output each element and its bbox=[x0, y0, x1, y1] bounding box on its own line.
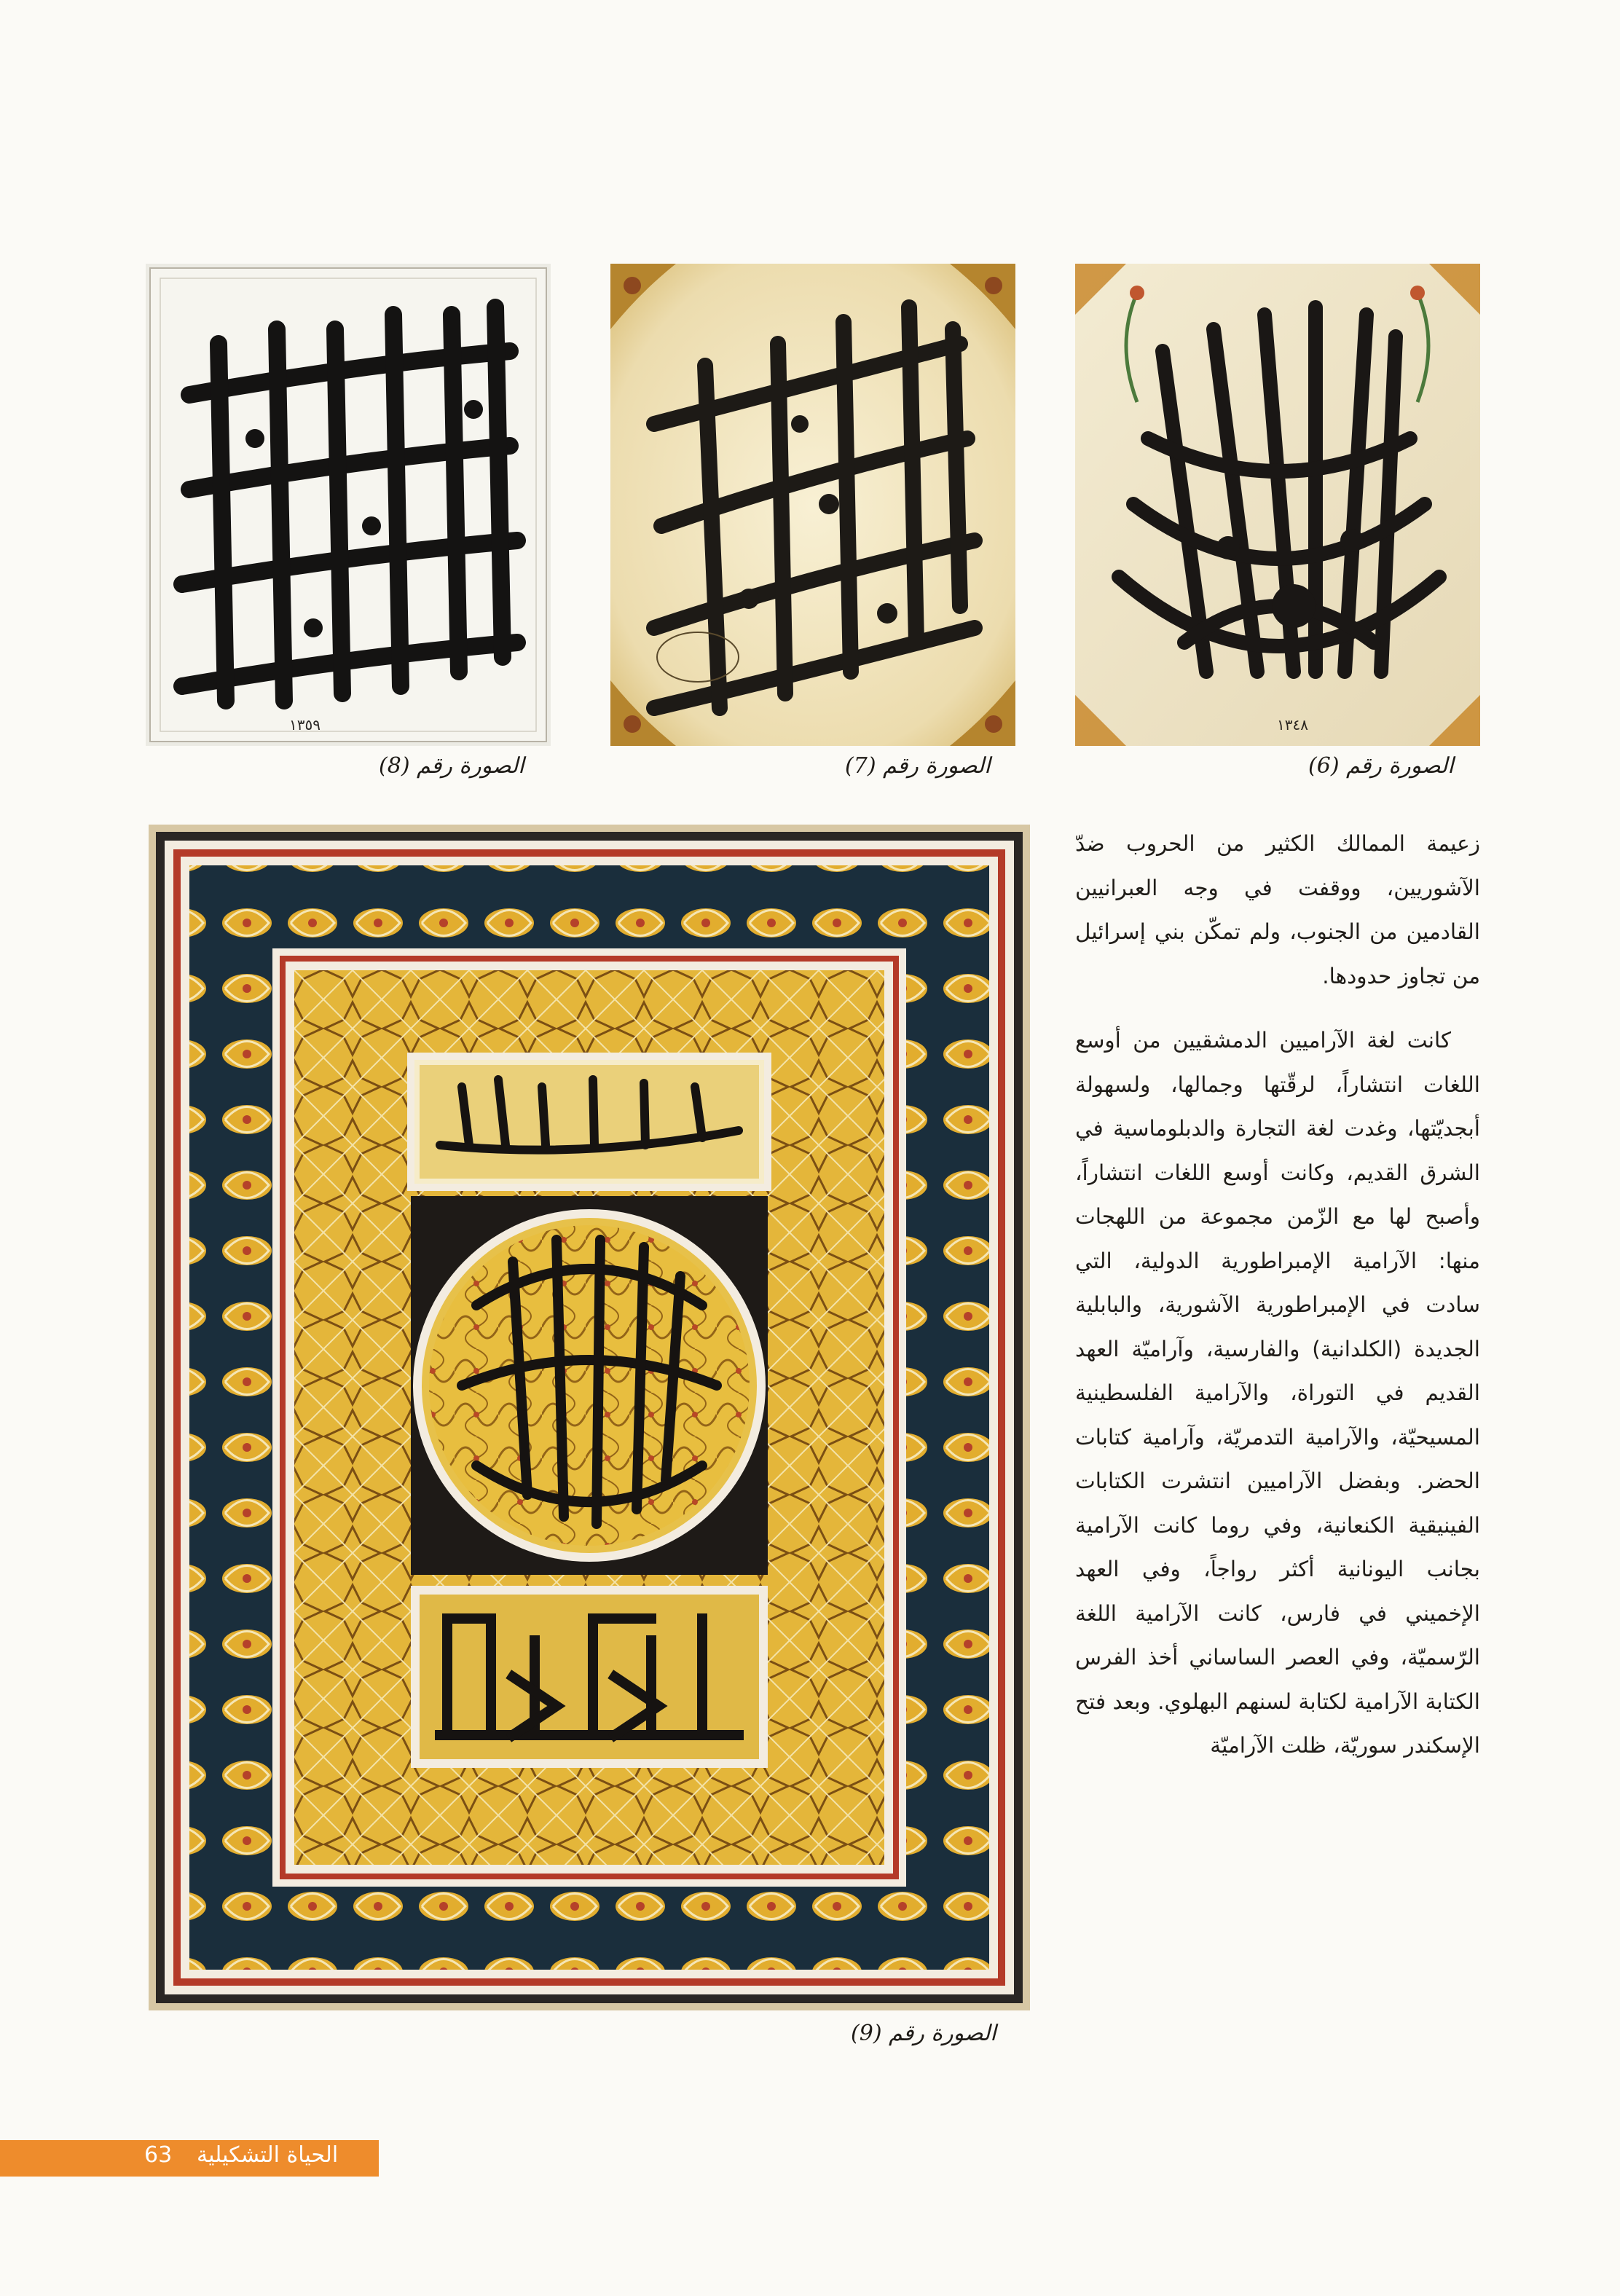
article-body bbox=[1075, 822, 1480, 2016]
figure-9-image bbox=[149, 825, 1030, 2010]
figure-6-caption: الصورة رقم (6) bbox=[1308, 753, 1454, 779]
figure-8-caption: الصورة رقم (8) bbox=[379, 753, 524, 779]
page-number: 63 bbox=[144, 2142, 173, 2168]
article-paragraph-1: زعيمة الممالك الكثير من الحروب ضدّ الآشوريين، ووقفت في وجه العبرانيين القادمين من الجنوب، ولم تمكّن بني إسرائيل من تجاوز حدودها. bbox=[1075, 831, 1480, 988]
figure-6-image bbox=[1075, 264, 1480, 746]
figure-7-image bbox=[610, 264, 1015, 746]
magazine-name: الحياة التشكيلية bbox=[197, 2142, 339, 2168]
figure-9-caption: الصورة رقم (9) bbox=[851, 2021, 996, 2046]
fig8-year: ١٣٥٩ bbox=[289, 716, 321, 734]
article-paragraph-2: كانت لغة الآراميين الدمشقيين من أوسع اللغات انتشاراً، لرقّتها وجمالها، ولسهولة أبجديّتها، وغدت لغة التجارة والدبلوماسية في الشرق القديم، وكانت أوسع اللغات انتشاراً، وأصبح لها مع الزّمن مجموعة من اللهجات منها: الآرامية الإمبراطورية الدولية، التي سادت في الإمبراطورية الآشورية، والبابلية الجديدة (الكلدانية) والفارسية، وآراميّة العهد القديم في التوراة، والآرامية الفلسطينية المسيحيّة، والآرامية التدمريّة، وآرامية كتابات الحضر. وبفضل الآراميين انتشرت الكتابات الفينيقية الكنعانية، وفي روما كانت الآرامية بجانب اليونانية أكثر رواجاً، وفي العهد الإخميني في فارس، كانت الآرامية اللغة الرّسميّة، وفي العصر الساساني أخذ الفرس الكتابة الآرامية لكتابة لسنهم البهلوي. وبعد فتح الإسكندر سوريّة، ظلت الآراميّة bbox=[1075, 1028, 1480, 1758]
figure-8-image bbox=[146, 264, 551, 746]
fig6-year: ١٣٤٨ bbox=[1277, 716, 1308, 734]
figure-7-caption: الصورة رقم (7) bbox=[845, 753, 991, 779]
